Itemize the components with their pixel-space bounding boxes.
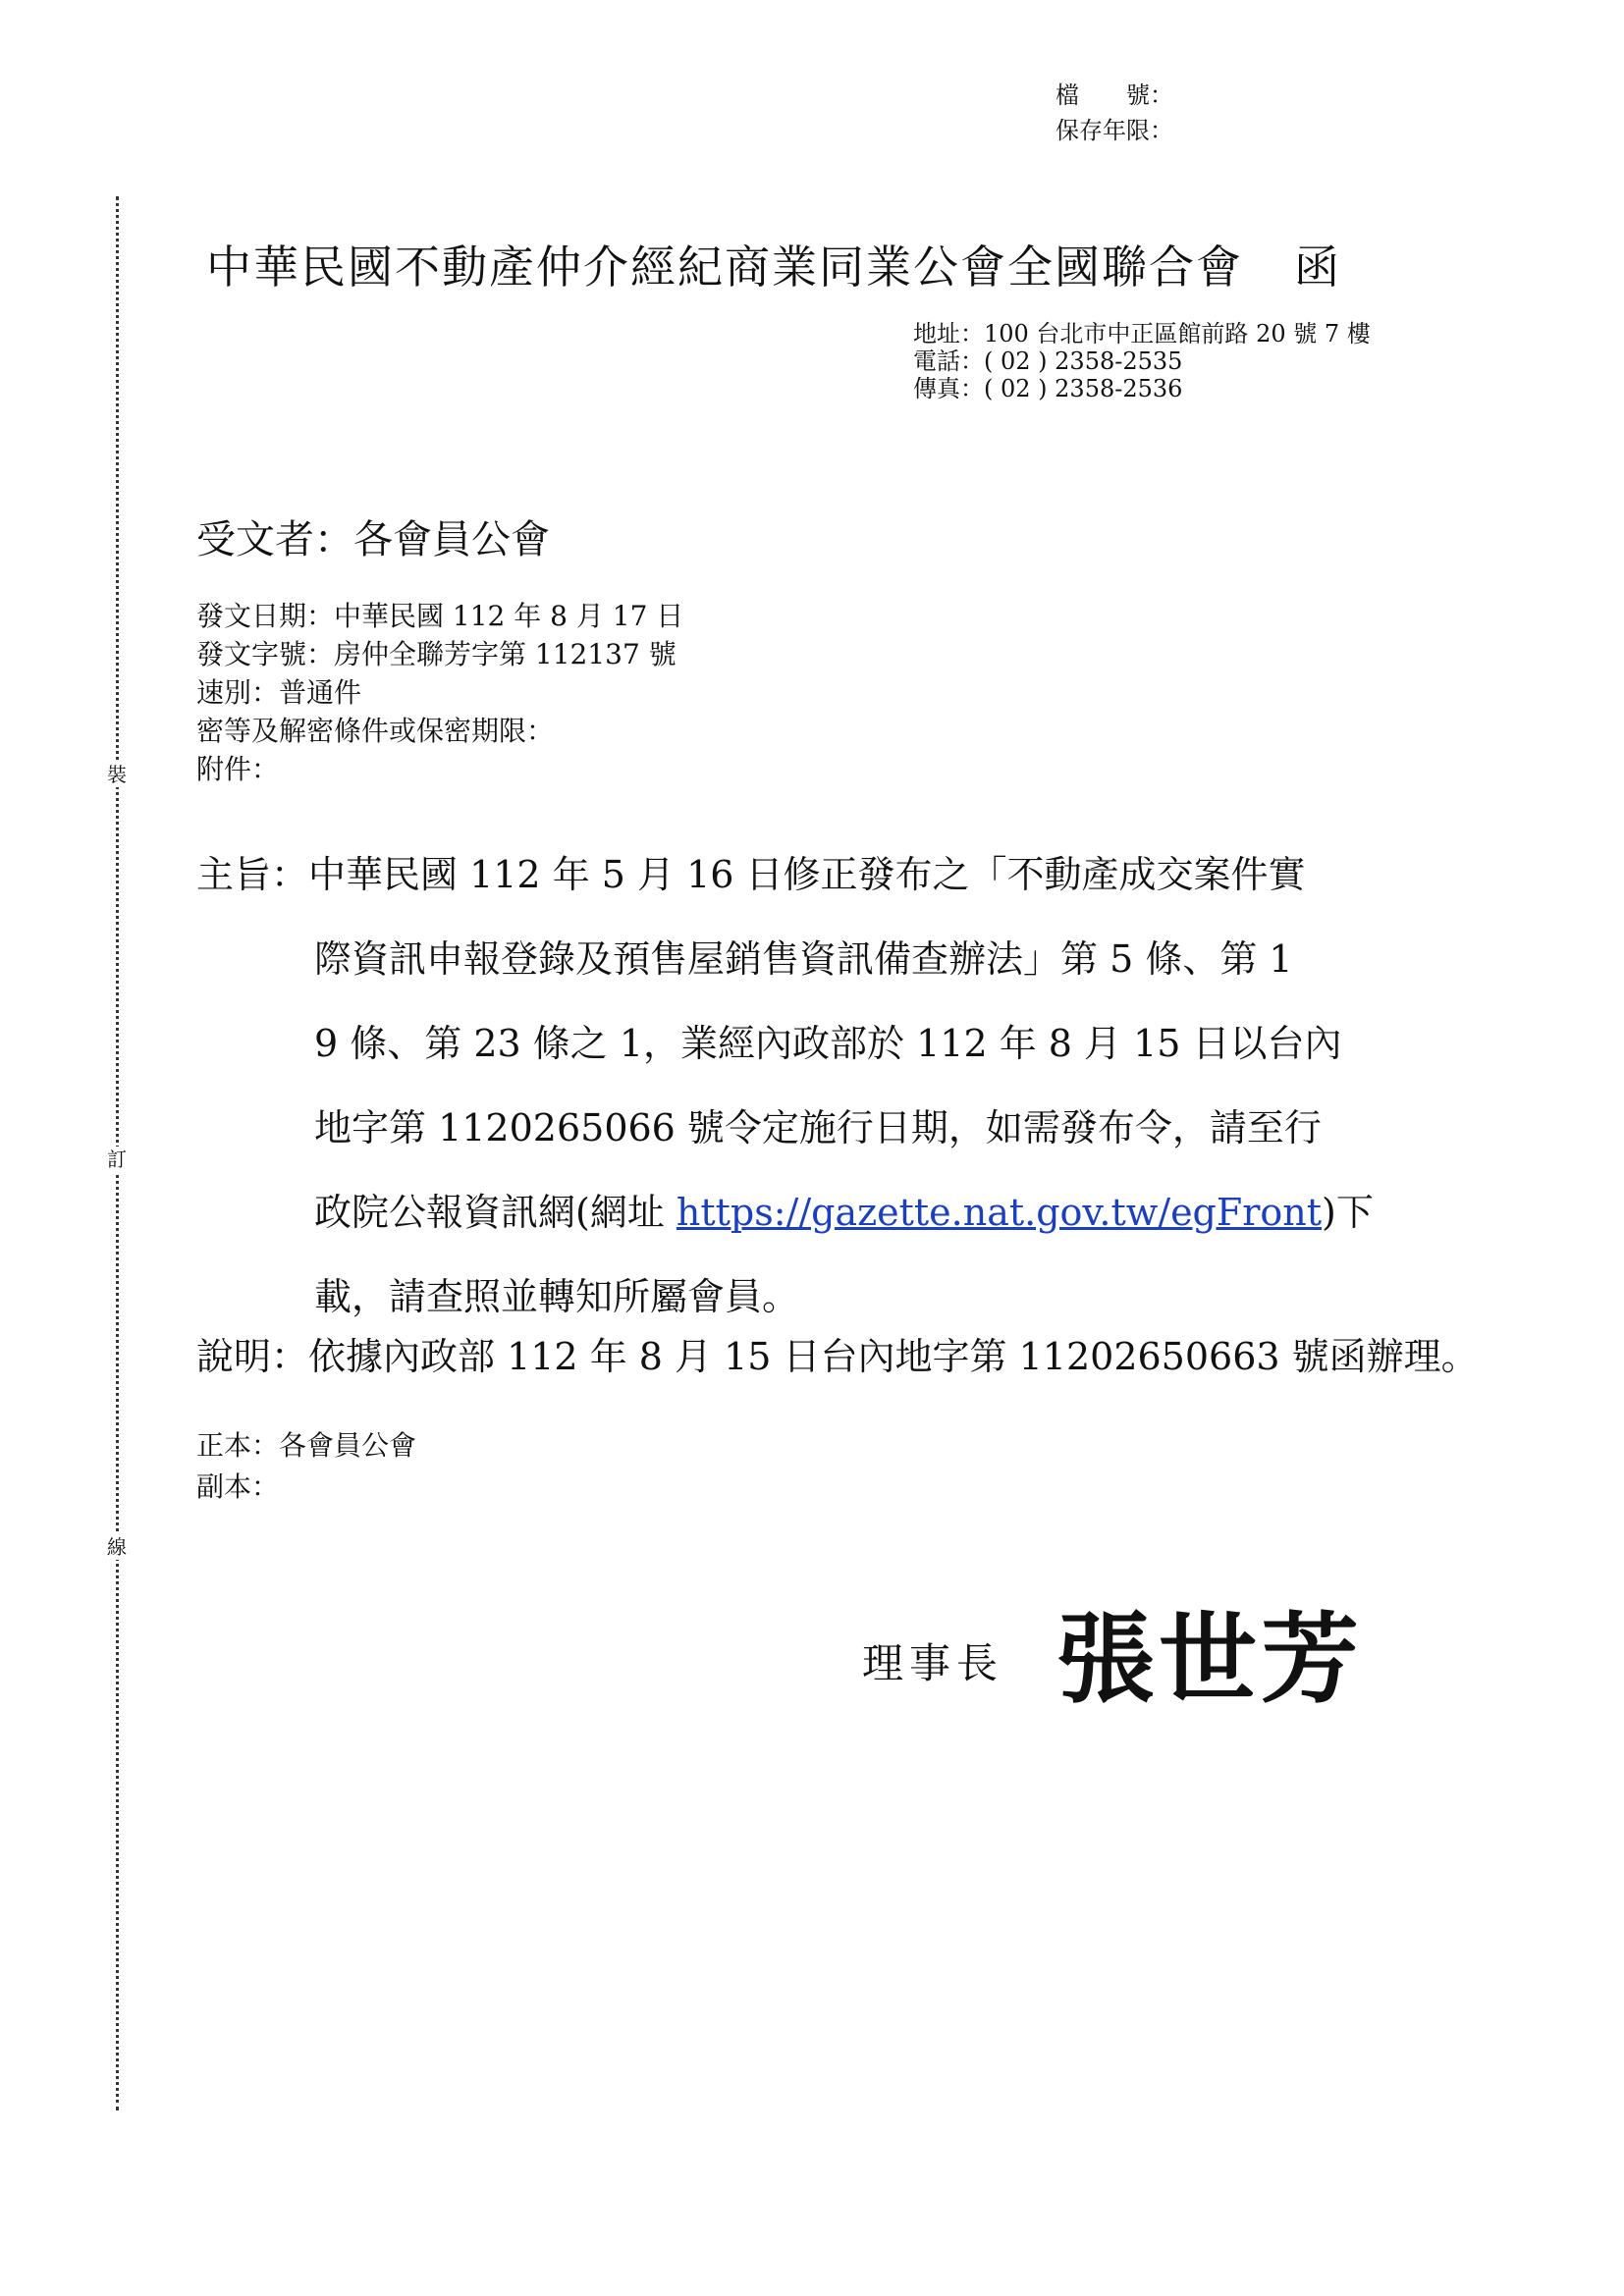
phone-line: 電話：( 02 ) 2358-2535 [913,347,1183,375]
organization-name: 中華民國不動產仲介經紀商業同業公會全國聯合會 [206,240,1243,294]
secrecy-level: 密等及解密條件或保密期限： [196,715,555,747]
retention-period-label: 保存年限： [1056,117,1173,144]
subject-line-6: 載，請查照並轉知所屬會員。 [314,1275,800,1318]
signer-title: 理事長 [862,1639,1004,1687]
subject-line-3: 9 條、第 23 條之 1，業經內政部於 112 年 8 月 15 日以台內 [314,1022,1342,1065]
binding-mark-staple: 訂 [103,1147,131,1172]
binding-mark-line: 線 [103,1534,131,1560]
main-copy: 正本：各會員公會 [196,1429,417,1462]
attachments: 附件： [196,753,280,785]
document-title [206,232,1341,296]
recipient: 受文者：各會員公會 [196,517,550,562]
binding-mark-bind: 裝 [103,762,131,787]
issue-date: 發文日期：中華民國 112 年 8 月 17 日 [196,600,684,632]
address-line: 地址：100 台北市中正區館前路 20 號 7 樓 [913,320,1371,347]
subject-section [196,832,1374,1339]
subject-line-1: 主旨：中華民國 112 年 5 月 16 日修正發布之「不動產成交案件實 [196,853,1306,896]
issue-info [196,597,683,788]
document-type: 函 [1294,240,1341,294]
subject-line-2: 際資訊申報登錄及預售屋銷售資訊備查辦法」第 5 條、第 1 [314,937,1293,981]
contact-block [913,320,1371,402]
carbon-copy: 副本： [196,1470,280,1503]
description: 說明：依據內政部 112 年 8 月 15 日台內地字第 11202650663 號函辦理。 [196,1335,1479,1378]
gazette-link[interactable]: https://gazette.nat.gov.tw/egFront [676,1191,1323,1234]
copies-section [196,1425,416,1508]
fax-line: 傳真：( 02 ) 2358-2536 [913,375,1183,402]
signer-name: 張世芳 [1056,1602,1363,1717]
file-number-label: 檔 號： [1056,81,1173,109]
subject-line-4: 地字第 1120265066 號令定施行日期，如需發布令，請至行 [314,1106,1322,1149]
link-suffix: )下 [1322,1191,1374,1234]
issue-number: 發文字號：房仲全聯芳字第 112137 號 [196,638,677,670]
subject-line-5 [196,1170,1374,1255]
link-prefix: 政院公報資訊網(網址 [314,1191,677,1234]
delivery-speed: 速別：普通件 [196,676,362,709]
